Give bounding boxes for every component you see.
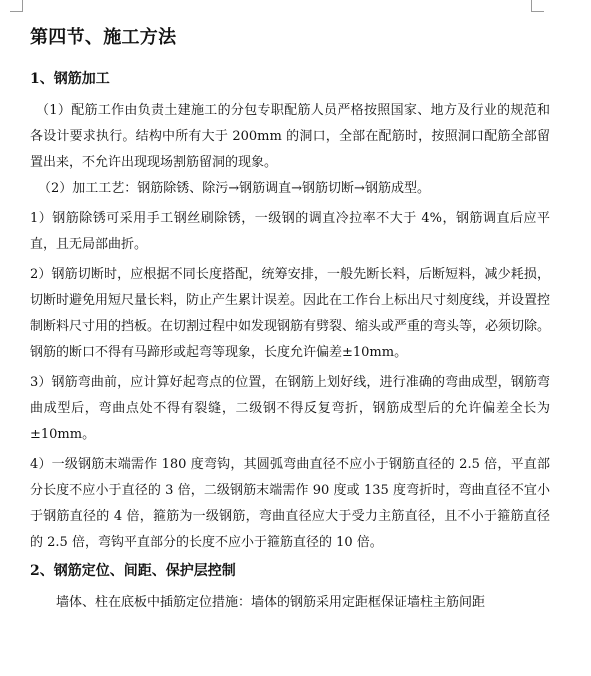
paragraph-rust-removal: 1）钢筋除锈可采用手工钢丝刷除锈，一级钢的调直冷拉率不大于 4%，钢筋调直后应平直，且无局部曲折。: [30, 211, 550, 252]
paragraph-cutting: 2）钢筋切断时，应根据不同长度搭配，统筹安排，一般先断长料，后断短料，减少耗损，切断时避免用短尺量长料，防止产生累计误差。因此在工作台上标出尺寸刻度线，并设置控制断料尺寸用的挡板。在切割过程中如发现钢筋有劈裂、缩头或严重的弯头等，必须切除。钢筋的断口不得有马蹄形或起弯等现象，长度允许偏差±10mm。: [30, 267, 551, 360]
crop-mark-top-left: [10, 0, 23, 12]
paragraph-process-flow: （2）加工工艺：钢筋除锈、除污→钢筋调直→钢筋切断→钢筋成型。: [38, 181, 430, 196]
crop-mark-top-right: [531, 0, 544, 12]
heading-rebar-processing: 1、钢筋加工: [30, 71, 110, 87]
document-body: [30, 26, 550, 616]
paragraph-rebar-configuration: （1）配筋工作由负责土建施工的分包专职配筋人员严格按照国家、地方及行业的规范和各设计要求执行。结构中所有大于 200mm 的洞口，全部在配筋时，按照洞口配筋全部留置出来，不允许出现现场割筋留洞的现象。: [30, 103, 550, 170]
paragraph-bending: 3）钢筋弯曲前，应计算好起弯点的位置，在钢筋上划好线，进行准确的弯曲成型，钢筋弯曲成型后，弯曲点处不得有裂缝，二级钢不得反复弯折，钢筋成型后的允许偏差全长为±10mm。: [30, 375, 550, 442]
paragraph-wall-column-dowels: 墙体、柱在底板中插筋定位措施：墙体的钢筋采用定距框保证墙柱主筋间距: [56, 595, 486, 610]
heading-positioning-spacing-cover: 2、钢筋定位、间距、保护层控制: [30, 563, 236, 579]
section-title: 第四节、施工方法: [30, 27, 177, 48]
paragraph-hooks: 4）一级钢筋末端需作 180 度弯钩，其圆弧弯曲直径不应小于钢筋直径的 2.5 倍，平直部分长度不应小于直径的 3 倍，二级钢筋末端需作 90 度或 135 度弯折时，弯曲直径不宜小于钢筋直径的 4 倍，箍筋为一级钢筋，弯曲直径应大于受力主筋直径，且不小于箍筋直径的 2.5 倍，弯钩平直部分的长度不应小于箍筋直径的 10 倍。: [30, 457, 550, 550]
